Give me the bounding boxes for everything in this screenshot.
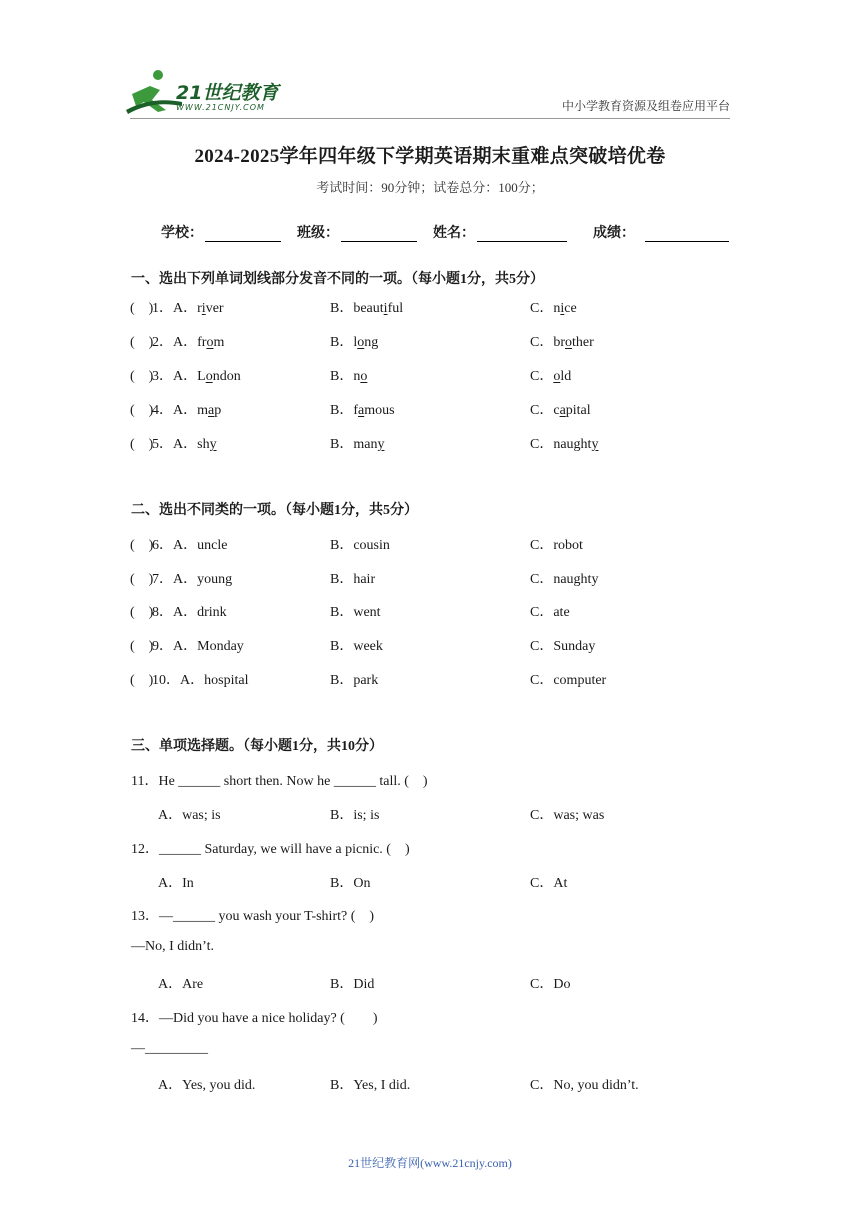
question-number: 2．A． [152,335,198,350]
option-b[interactable] [330,365,367,385]
q11-option-c[interactable]: C．was; was [530,808,605,823]
question-number: 8．A． [152,605,198,620]
page-title: 2024-2025学年四年级下学期英语期末重难点突破培优卷 [194,146,666,167]
option-c[interactable] [530,635,595,655]
option-a[interactable] [152,297,224,317]
question-13: 13．—______ you wash your T-shirt? ( ) [131,909,375,924]
school-field[interactable] [161,222,281,242]
question-13-reply: —No, I didn’t. [131,939,214,954]
option-prefix: B． [330,673,354,688]
option-prefix: C． [530,605,554,620]
score-field[interactable] [593,222,729,242]
option-c[interactable] [530,365,571,385]
option-prefix: C． [530,437,554,452]
word-part: p [214,403,222,418]
q12-option-b[interactable]: B．On [330,876,371,891]
class-field[interactable] [297,222,417,242]
word-part: f [353,403,359,418]
option-c[interactable] [530,331,594,351]
underlined-letter: y [377,437,385,452]
q12-option-a[interactable]: A．In [158,876,194,891]
option-prefix: B． [330,437,354,452]
option-prefix: B． [330,369,354,384]
option-b[interactable] [330,297,403,317]
option-b[interactable] [330,433,384,453]
class-label: 班级： [297,226,339,241]
section1-title: 一、选出下列单词划线部分发音不同的一项。（每小题1分，共5分） [131,272,544,287]
option-text: ate [553,605,570,620]
option-prefix: B． [330,301,354,316]
question-number: 10．A． [152,673,205,688]
footer-link[interactable]: 21世纪教育网(www.21cnjy.com) [348,1156,512,1170]
option-c[interactable] [530,433,598,453]
question-number: 9．A． [152,639,198,654]
option-text: uncle [197,538,228,553]
option-a[interactable] [152,331,224,351]
answer-paren[interactable]: ( ) [130,639,154,654]
word-part: c [553,403,560,418]
option-c[interactable] [530,669,606,689]
word-part: naught [553,437,592,452]
school-blank[interactable] [205,227,281,242]
word-part: m [213,335,225,350]
option-text: cousin [353,538,390,553]
word-part: ng [364,335,379,350]
option-prefix: B． [330,572,354,587]
option-a[interactable] [152,399,221,419]
q12-option-c[interactable]: C．At [530,876,568,891]
option-b[interactable] [330,534,390,554]
question-number: 6．A． [152,538,198,553]
word-part: ther [572,335,594,350]
answer-paren[interactable]: ( ) [130,301,154,316]
question-14: 14．—Did you have a nice holiday? ( ) [131,1011,378,1026]
option-prefix: B． [330,335,354,350]
underlined-letter: a [559,403,566,418]
option-a[interactable] [152,534,227,554]
option-prefix: C． [530,639,554,654]
question-number: 5．A． [152,437,198,452]
platform-label: 中小学教育资源及组卷应用平台 [561,99,730,113]
option-text: drink [197,605,227,620]
option-text: Monday [197,639,244,654]
section3-title: 三、单项选择题。（每小题1分，共10分） [131,739,383,754]
option-a[interactable] [152,433,217,453]
option-prefix: B． [330,605,354,620]
q14-option-a[interactable]: A．Yes, you did. [158,1078,256,1093]
word-part: ver [205,301,224,316]
q11-option-a[interactable]: A．was; is [158,808,221,823]
q11-option-b[interactable]: B．is; is [330,808,380,823]
question-12: 12．______ Saturday, we will have a picnic. ( ) [131,842,410,857]
option-text: park [353,673,379,688]
option-b[interactable] [330,669,378,689]
exam-info: 考试时间：90分钟；试卷总分：100分； [316,180,544,195]
word-part: sh [197,437,210,452]
option-text: week [353,639,383,654]
option-prefix: C． [530,369,554,384]
school-label: 学校： [161,226,203,241]
option-c[interactable] [530,297,577,317]
answer-paren[interactable]: ( ) [130,369,154,384]
answer-paren[interactable]: ( ) [130,572,154,587]
option-text: robot [553,538,583,553]
option-prefix: C． [530,335,554,350]
answer-paren[interactable]: ( ) [130,403,154,418]
answer-paren[interactable]: ( ) [130,538,154,553]
section2-title: 二、选出不同类的一项。（每小题1分，共5分） [131,503,418,518]
word-part: br [553,335,566,350]
option-prefix: C． [530,572,554,587]
name-field[interactable] [433,222,567,242]
q14-option-b[interactable]: B．Yes, I did. [330,1078,411,1093]
option-prefix: B． [330,639,354,654]
underlined-letter: i [201,301,206,316]
option-b[interactable] [330,635,383,655]
question-number: 7．A． [152,572,198,587]
header-divider [130,118,730,119]
question-number: 1．A． [152,301,198,316]
question-11: 11．He ______ short then. Now he ______ tall. ( ) [131,774,428,789]
class-blank[interactable] [341,227,417,242]
word-part: m [197,403,209,418]
option-b[interactable] [330,331,378,351]
underlined-letter: o [206,335,214,350]
word-part: l [353,335,358,350]
q13-option-c[interactable]: C．Do [530,977,571,992]
option-prefix: C． [530,538,554,553]
option-a[interactable] [152,568,232,588]
word-part: pital [565,403,591,418]
option-prefix: C． [530,403,554,418]
word-part: n [553,301,561,316]
question-number: 4．A． [152,403,198,418]
option-a[interactable] [152,365,241,385]
underlined-letter: i [560,301,565,316]
underlined-letter: o [553,369,561,384]
option-text: naughty [553,572,599,587]
word-part: beaut [353,301,384,316]
option-a[interactable] [152,601,227,621]
underlined-letter: a [208,403,215,418]
answer-paren[interactable]: ( ) [130,605,154,620]
name-blank[interactable] [477,227,567,242]
underlined-letter: i [383,301,388,316]
underlined-letter: o [565,335,573,350]
option-a[interactable] [152,669,248,689]
option-c[interactable] [530,399,591,419]
answer-paren[interactable]: ( ) [130,335,154,350]
word-part: L [197,369,206,384]
option-text: hair [353,572,376,587]
option-a[interactable] [152,635,244,655]
word-part: ndon [212,369,241,384]
logo-url: WWW.21CNJY.COM [176,103,265,112]
answer-paren[interactable]: ( ) [130,673,154,688]
option-prefix: B． [330,538,354,553]
option-b[interactable] [330,568,375,588]
word-part: ce [564,301,577,316]
option-text: went [353,605,381,620]
option-b[interactable] [330,601,381,621]
name-label: 姓名： [433,226,475,241]
score-label: 成绩： [593,226,635,241]
option-c[interactable] [530,534,583,554]
word-part: fr [197,335,207,350]
logo-text: 21世纪教育 [176,82,279,104]
answer-paren[interactable]: ( ) [130,437,154,452]
option-prefix: C． [530,301,554,316]
underlined-letter: o [360,369,368,384]
question-14-reply: —_________ [131,1041,208,1056]
q14-option-c[interactable]: C．No, you didn’t. [530,1078,639,1093]
score-blank[interactable] [645,227,729,242]
q13-option-a[interactable]: A．Are [158,977,204,992]
option-text: young [197,572,233,587]
option-prefix: C． [530,673,554,688]
question-number: 3．A． [152,369,198,384]
q13-option-b[interactable]: B．Did [330,977,375,992]
option-text: Sunday [553,639,596,654]
option-c[interactable] [530,568,598,588]
option-c[interactable] [530,601,570,621]
word-part: mous [364,403,395,418]
word-part: man [353,437,378,452]
underlined-letter: a [358,403,365,418]
word-part: r [197,301,202,316]
word-part: n [353,369,361,384]
underlined-letter: o [357,335,365,350]
option-text: hospital [204,673,249,688]
word-part: ful [387,301,404,316]
underlined-letter: y [591,437,599,452]
option-text: computer [553,673,607,688]
underlined-letter: y [209,437,217,452]
word-part: ld [560,369,572,384]
underlined-letter: o [205,369,213,384]
option-b[interactable] [330,399,395,419]
option-prefix: B． [330,403,354,418]
